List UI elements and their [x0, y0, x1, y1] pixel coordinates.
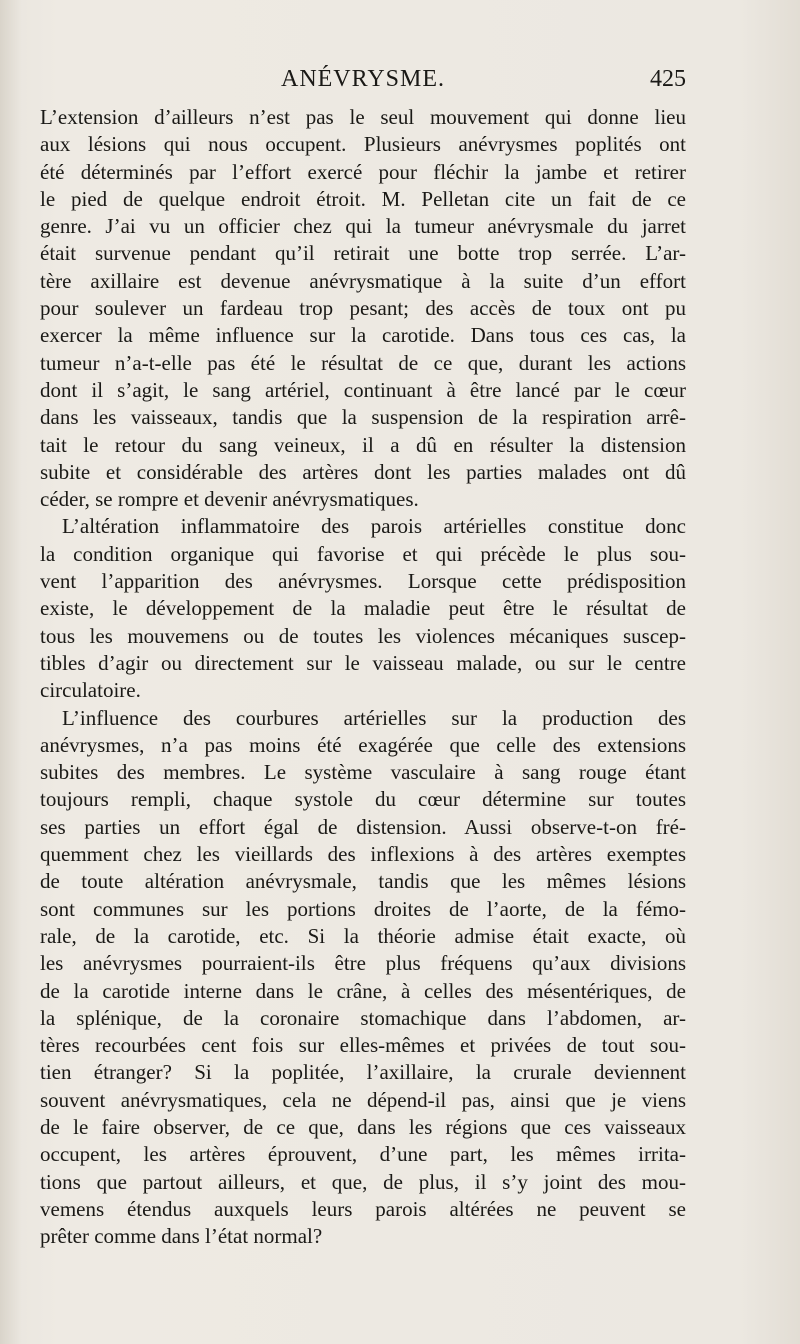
text-line: tien étranger? Si la poplitée, l’axillaire, la crurale deviennent — [40, 1060, 686, 1085]
text-line: tumeur n’a-t-elle pas été le résultat de ce que, durant les actions — [40, 350, 686, 375]
text-line: circulatoire. — [40, 678, 141, 703]
text-line: subite et considérable des artères dont les parties malades ont dû — [40, 459, 686, 484]
text-line: la condition organique qui favorise et qui précède le plus sou- — [40, 541, 686, 566]
text-line: sont communes sur les portions droites de l’aorte, de la fémo- — [40, 896, 686, 921]
text-line: occupent, les artères éprouvent, d’une part, les mêmes irrita- — [40, 1142, 686, 1167]
text-line: L’influence des courbures artérielles sur la production des — [62, 705, 686, 730]
text-line: les anévrysmes pourraient-ils être plus fréquens qu’aux divisions — [40, 951, 686, 976]
text-line: dans les vaisseaux, tandis que la suspension de la respiration arrê- — [40, 405, 686, 430]
text-line: tous les mouvemens ou de toutes les violences mécaniques suscep- — [40, 623, 686, 648]
text-line: de le faire observer, de ce que, dans les régions que ces vaisseaux — [40, 1114, 686, 1139]
text-line: été déterminés par l’effort exercé pour fléchir la jambe et retirer — [40, 159, 686, 184]
text-line: de toute altération anévrysmale, tandis que les mêmes lésions — [40, 869, 686, 894]
text-line: L’altération inflammatoire des parois artérielles constitue donc — [62, 514, 686, 539]
text-line: pour soulever un fardeau trop pesant; des accès de toux ont pu — [40, 296, 686, 321]
text-line: existe, le développement de la maladie peut être le résultat de — [40, 596, 686, 621]
text-line: tions que partout ailleurs, et que, de plus, il s’y joint des mou- — [40, 1169, 686, 1194]
text-line: rale, de la carotide, etc. Si la théorie admise était exacte, où — [40, 923, 686, 948]
text-line: anévrysmes, n’a pas moins été exagérée que celle des extensions — [40, 732, 686, 757]
text-line: toujours rempli, chaque systole du cœur détermine sur toutes — [40, 787, 686, 812]
text-line: de la carotide interne dans le crâne, à celles des mésentériques, de — [40, 978, 686, 1003]
text-line: vent l’apparition des anévrysmes. Lorsque cette prédisposition — [40, 569, 686, 594]
text-line: quemment chez les vieillards des inflexions à des artères exemptes — [40, 842, 686, 867]
text-line: tère axillaire est devenue anévrysmatique à la suite d’un effort — [40, 268, 686, 293]
text-line: souvent anévrysmatiques, cela ne dépend-il pas, ainsi que je viens — [40, 1087, 686, 1112]
text-line: prêter comme dans l’état normal? — [40, 1224, 323, 1249]
text-line: subites des membres. Le système vasculaire à sang rouge étant — [40, 760, 686, 785]
text-line: tibles d’agir ou directement sur le vaisseau malade, ou sur le centre — [40, 650, 686, 675]
running-title: ANÉVRYSME. — [280, 66, 446, 92]
page-number: 425 — [650, 66, 686, 92]
text-line: L’extension d’ailleurs n’est pas le seul mouvement qui donne lieu — [40, 105, 686, 129]
text-line: la splénique, de la coronaire stomachique dans l’abdomen, ar- — [40, 1005, 686, 1030]
text-line: le pied de quelque endroit étroit. M. Pelletan cite un fait de ce — [40, 186, 686, 211]
text-line: tères recourbées cent fois sur elles-mêmes et privées de tout sou- — [40, 1033, 686, 1058]
text-line: vemens étendus auxquels leurs parois altérées ne peuvent se — [40, 1196, 686, 1221]
text-line: ses parties un effort égal de distension. Aussi observe-t-on fré- — [40, 814, 686, 839]
text-line: genre. J’ai vu un officier chez qui la tumeur anévrysmale du jarret — [40, 214, 686, 239]
text-line: céder, se rompre et devenir anévrysmatiques. — [40, 487, 419, 512]
text-line: tait le retour du sang veineux, il a dû en résulter la distension — [40, 432, 686, 457]
text-line: dont il s’agit, le sang artériel, continuant à être lancé par le cœur — [40, 377, 686, 402]
text-line: était survenue pendant qu’il retirait une botte trop serrée. L’ar- — [40, 241, 686, 266]
body-text — [40, 104, 686, 1250]
text-line: exercer la même influence sur la carotide. Dans tous ces cas, la — [40, 323, 686, 348]
page-header — [40, 66, 686, 102]
text-line: aux lésions qui nous occupent. Plusieurs anévrysmes poplités ont — [40, 132, 686, 157]
